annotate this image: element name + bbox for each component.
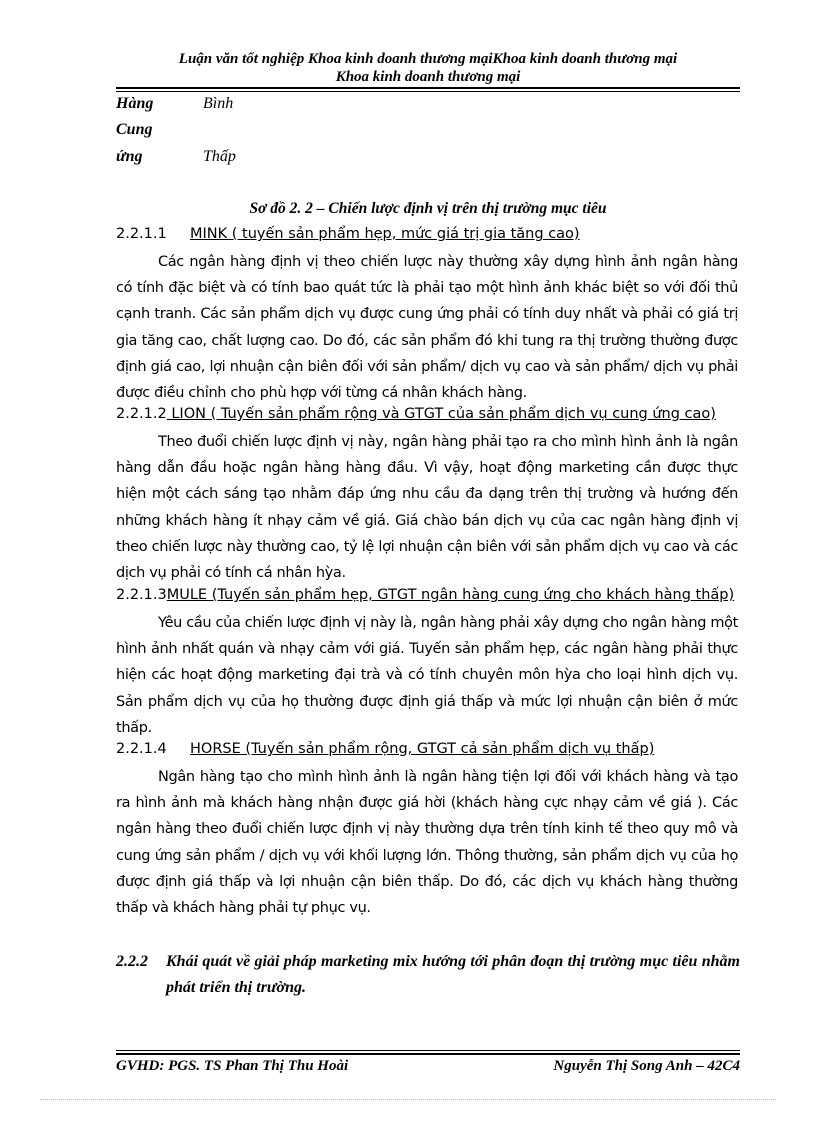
diagram-label-hang: Hàng [116,95,154,112]
section-body-2212: Theo đuổi chiến lược định vị này, ngân hàng phải tạo ra cho mình hình ảnh là ngân hàng dẫn đầu hoặc ngân hàng hàng đầu. Vì vậy, hoạt động marketing cần được thực hiện một cách sáng tạo nhằm đáp ứng nhu cầu đa dạng trên thị trường và hướng đến những khách hàng ít nhạy cảm về giá. Giá chào bán dịch vụ của cac ngân hàng định vị theo chiến lược này thường cao, tỷ lệ lợi nhuận cận biên với sản phẩm dịch vụ cao và các dịch vụ phải có tính cá nhân hỳa. [116,434,738,582]
diagram-value-binh: Bình [203,95,234,112]
section-number: 2.2.1.4 [116,741,167,757]
section-number: 2.2.1.1 [116,226,167,242]
header-line-2: Khoa kinh doanh thương mại [335,69,521,85]
section-body-2214: Ngân hàng tạo cho mình hình ảnh là ngân hàng tiện lợi đối với khách hàng và tạo ra hình ảnh mà khách hàng nhận được giá hời (khách hàng cực nhạy cảm về giá ). Các ngân hàng theo đuổi chiến lược định vị này thường dựa trên tính kinh tế theo quy mô và cung ứng sản phẩm / dịch vụ với khối lượng lớn. Thông thường, sản phẩm dịch vụ của họ được định giá thấp và lợi nhuận cận biên thấp. Do đó, các dịch vụ khách hàng thường thấp và khách hàng phải tự phục vụ. [116,769,738,917]
diagram-label-ung: ứng [116,148,143,165]
section-number: 2.2.1.2 [116,406,167,422]
section-heading-2211 [116,226,580,242]
section-heading-2214 [116,741,654,757]
section-title: MULE (Tuyến sản phẩm hẹp, GTGT ngân hàng cung ứng cho khách hàng thấp) [166,587,735,603]
section-title: LION ( Tuyến sản phẩm rộng và GTGT của sản phẩm dịch vụ cung ứng cao) [166,406,716,422]
footer-author: Nguyễn Thị Song Anh – 42C4 [553,1058,740,1074]
section-body-2213: Yêu cầu của chiến lược định vị này là, ngân hàng phải xây dựng cho ngân hàng một hình ảnh nhất quán và nhạy cảm với giá. Tuyến sản phẩm hẹp, các ngân hàng phải thực hiện các hoạt động marketing đại trà và có tính chuyên môn hỳa cho loại hình dịch vụ. Sản phẩm dịch vụ của họ thường được định giá thấp và mức lợi nhuận cận biên ở mức thấp. [116,615,738,736]
section-title: MINK ( tuyến sản phẩm hẹp, mức giá trị gia tăng cao) [190,226,580,242]
heading-222-number: 2.2.2 [116,953,148,970]
diagram-caption: Sơ đồ 2. 2 – Chiến lược định vị trên thị trường mục tiêu [249,200,607,217]
section-body-2211: Các ngân hàng định vị theo chiến lược này thường xây dựng hình ảnh ngân hàng có tính đặc biệt và có tính bao quát tức là phải tạo một hình ảnh khác biệt so với đối thủ cạnh tranh. Các sản phẩm dịch vụ được cung ứng phải có tính duy nhất và phải có giá trị gia tăng cao, chất lượng cao. Do đó, các sản phẩm đó khi tung ra thị trường thường được định giá cao, lợi nhuận cận biên đối với sản phẩm/ dịch vụ cao và sản phẩm/ dịch vụ phải được điều chỉnh cho phù hợp với từng cá nhân khách hàng. [116,254,738,402]
footer-supervisor: GVHD: PGS. TS Phan Thị Thu Hoài [116,1058,349,1074]
section-heading-2213 [116,587,734,603]
section-heading-2212 [116,406,716,422]
diagram-value-thap: Thấp [203,148,236,165]
header-rule [116,87,740,92]
footer-rule [116,1050,740,1055]
page-boundary-dotted-line [40,1099,776,1100]
section-title: HORSE (Tuyến sản phẩm rộng, GTGT cả sản phẩm dịch vụ thấp) [190,741,655,757]
diagram-label-cung: Cung [116,121,153,138]
heading-222 [116,949,740,1001]
header-line-1: Luận văn tốt nghiệp Khoa kinh doanh thương mạiKhoa kinh doanh thương mại [178,51,678,67]
page-header [116,50,740,86]
heading-222-text: Khái quát về giải pháp marketing mix hướng tới phân đoạn thị trường mục tiêu nhằm phát triển thị trường. [166,953,740,996]
section-number: 2.2.1.3 [116,587,167,603]
